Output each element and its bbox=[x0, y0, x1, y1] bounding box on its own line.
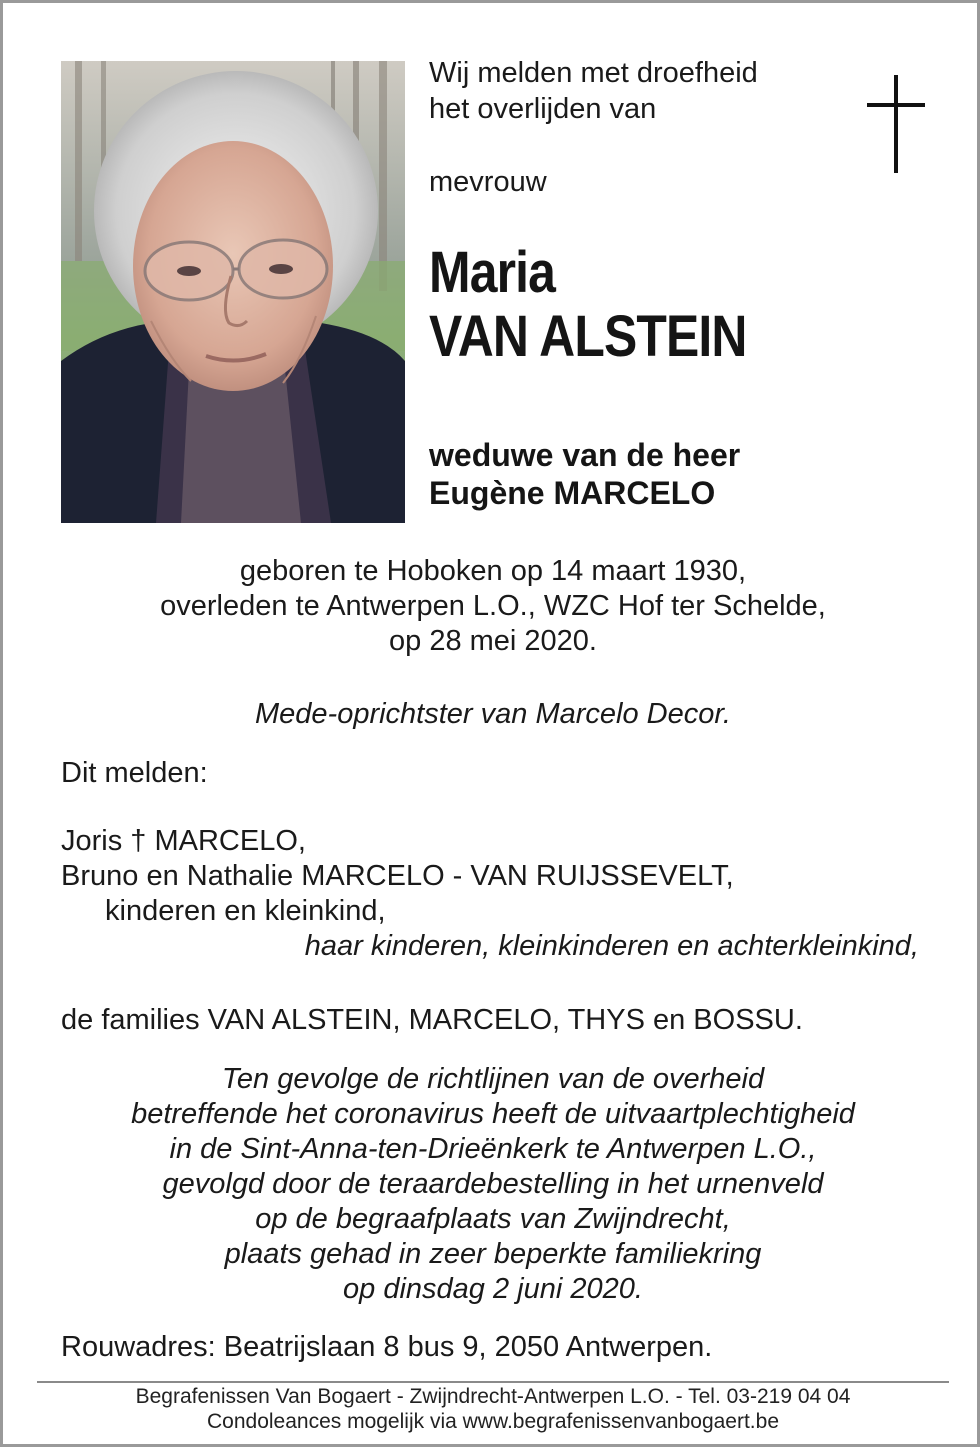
deceased-first-name: Maria bbox=[429, 240, 556, 305]
notice-line-7: op dinsdag 2 juni 2020. bbox=[343, 1273, 643, 1305]
notice-line-3: in de Sint-Anna-ten-Drieënkerk te Antwerpen L.O., bbox=[169, 1133, 817, 1165]
birth-death-details bbox=[3, 554, 980, 659]
portrait-illustration bbox=[61, 61, 405, 523]
notice-line-6: plaats gehad in zeer beperkte familiekring bbox=[224, 1238, 762, 1270]
notice-line-1: Ten gevolge de richtlijnen van de overheid bbox=[221, 1063, 765, 1095]
deceased-last-name: VAN ALSTEIN bbox=[429, 304, 747, 369]
widow-line-1: weduwe van de heer bbox=[429, 437, 741, 473]
footer-condolences: Condoleances mogelijk via www.begrafenissenvanbogaert.be bbox=[206, 1410, 779, 1433]
family-line-1: Joris † MARCELO, bbox=[61, 825, 306, 857]
intro-line-2: het overlijden van bbox=[429, 93, 657, 125]
footer-undertaker: Begrafenissen Van Bogaert - Zwijndrecht-Antwerpen L.O. - Tel. 03-219 04 04 bbox=[135, 1385, 851, 1408]
family-line-3: kinderen en kleinkind, bbox=[105, 895, 386, 927]
intro-text bbox=[429, 55, 849, 127]
ceremony-notice bbox=[3, 1062, 980, 1307]
families-line: de families VAN ALSTEIN, MARCELO, THYS en BOSSU. bbox=[61, 1004, 803, 1036]
family-line-2: Bruno en Nathalie MARCELO - VAN RUIJSSEVELT, bbox=[61, 860, 734, 892]
portrait-photo bbox=[61, 61, 405, 523]
widow-of bbox=[429, 436, 740, 512]
announce-label: Dit melden: bbox=[61, 757, 208, 789]
notice-line-4: gevolgd door de teraardebestelling in het urnenveld bbox=[162, 1168, 824, 1200]
footer-divider bbox=[37, 1381, 949, 1383]
intro-line-1: Wij melden met droefheid bbox=[429, 57, 758, 89]
deceased-name bbox=[429, 241, 747, 369]
notice-line-2: betreffende het coronavirus heeft de uitvaartplechtigheid bbox=[131, 1098, 855, 1130]
notice-line-5: op de begraafplaats van Zwijndrecht, bbox=[255, 1203, 731, 1235]
latin-cross-icon bbox=[867, 75, 925, 173]
family-list bbox=[61, 824, 941, 964]
title-prefix: mevrouw bbox=[429, 166, 547, 198]
footer bbox=[3, 1384, 980, 1434]
founder-note: Mede-oprichtster van Marcelo Decor. bbox=[255, 698, 731, 730]
death-date-line: op 28 mei 2020. bbox=[389, 625, 597, 657]
birth-line: geboren te Hoboken op 14 maart 1930, bbox=[239, 555, 747, 587]
mourning-address: Rouwadres: Beatrijslaan 8 bus 9, 2050 Antwerpen. bbox=[61, 1331, 713, 1363]
death-place-line: overleden te Antwerpen L.O., WZC Hof ter Schelde, bbox=[160, 590, 826, 622]
family-line-4: haar kinderen, kleinkinderen en achterkleinkind, bbox=[304, 930, 919, 962]
widow-line-2: Eugène MARCELO bbox=[429, 475, 716, 511]
